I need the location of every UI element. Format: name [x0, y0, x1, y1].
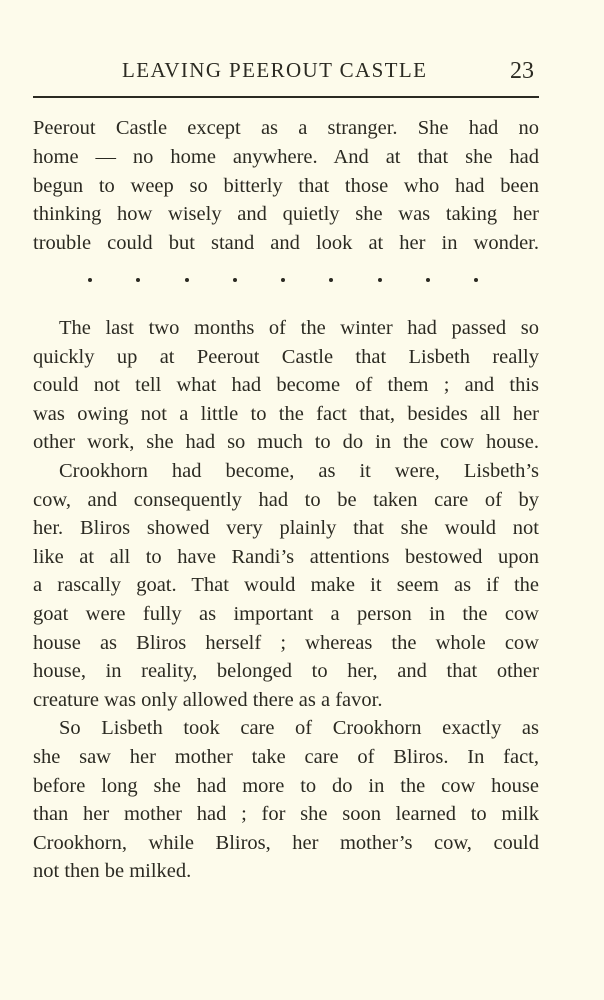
text-line: cow, and consequently had to be taken care of by [33, 489, 539, 511]
dot [233, 278, 237, 282]
text-line: other work, she had so much to do in the cow house. [33, 431, 539, 453]
text-line: The last two months of the winter had passed so [59, 317, 539, 339]
dot [281, 278, 285, 282]
dot [185, 278, 189, 282]
page-number: 23 [510, 58, 534, 84]
text-line: begun to weep so bitterly that those who had been [33, 175, 539, 197]
text-line: her. Bliros showed very plainly that she would not [33, 517, 539, 539]
dot [88, 278, 92, 282]
section-break-dots [88, 272, 478, 288]
text-line: she saw her mother take care of Bliros. In fact, [33, 746, 539, 768]
text-line: like at all to have Randi’s attentions bestowed upon [33, 546, 539, 568]
text-line: goat were fully as important a person in the cow [33, 603, 539, 625]
dot [378, 278, 382, 282]
text-line: So Lisbeth took care of Crookhorn exactly as [59, 717, 539, 739]
text-line: a rascally goat. That would make it seem as if the [33, 574, 539, 596]
text-line: thinking how wisely and quietly she was taking her [33, 203, 539, 225]
dot [426, 278, 430, 282]
text-line: home — no home anywhere. And at that she had [33, 146, 539, 168]
dot [136, 278, 140, 282]
header-rule [33, 96, 539, 98]
dot [329, 278, 333, 282]
text-line: before long she had more to do in the cow house [33, 775, 539, 797]
text-line: Crookhorn had become, as it were, Lisbeth’s [59, 460, 539, 482]
text-line: house, in reality, belonged to her, and that other [33, 660, 539, 682]
text-line: than her mother had ; for she soon learned to milk [33, 803, 539, 825]
running-title: LEAVING PEEROUT CASTLE [122, 58, 428, 82]
text-line: trouble could but stand and look at her in wonder. [33, 232, 539, 254]
text-line: quickly up at Peerout Castle that Lisbeth really [33, 346, 539, 368]
text-line: Peerout Castle except as a stranger. She had no [33, 117, 539, 139]
text-line: Crookhorn, while Bliros, her mother’s cow, could [33, 832, 539, 854]
text-line: house as Bliros herself ; whereas the whole cow [33, 632, 539, 654]
text-line: was owing not a little to the fact that, besides all her [33, 403, 539, 425]
dot [474, 278, 478, 282]
text-line: could not tell what had become of them ; and this [33, 374, 539, 396]
text-line: creature was only allowed there as a favor. [33, 689, 383, 711]
text-line: not then be milked. [33, 860, 192, 882]
running-head [0, 58, 604, 88]
